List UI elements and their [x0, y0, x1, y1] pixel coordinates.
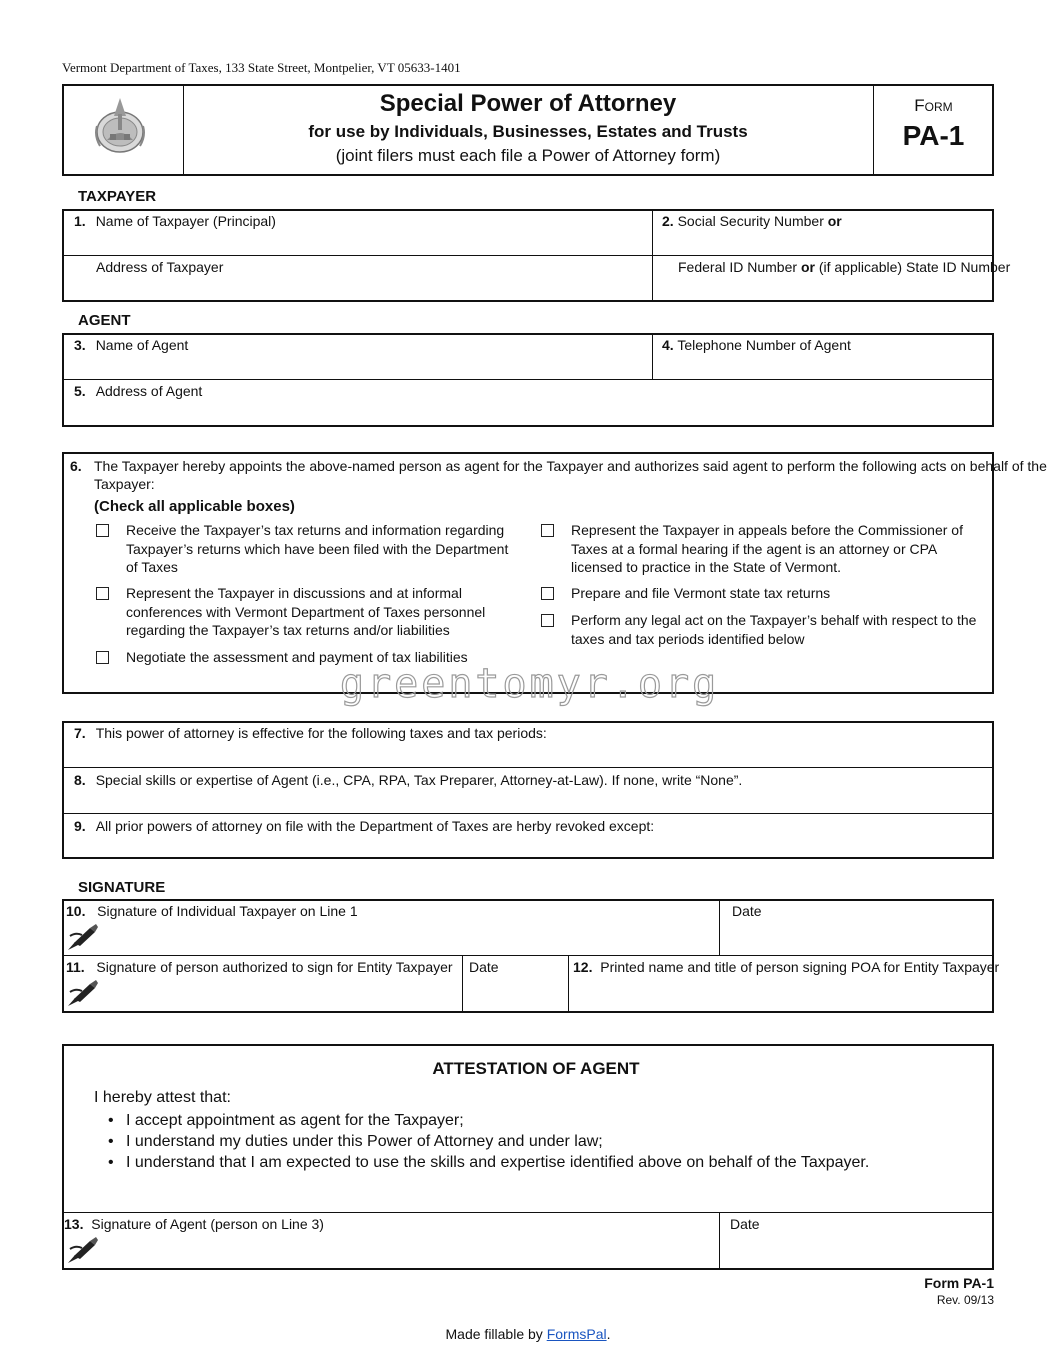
form-number: PA-1 [902, 120, 965, 151]
federal-id-field[interactable]: Federal ID Number or (if applicable) State ID Number [678, 259, 1011, 275]
details-box [62, 721, 994, 859]
check-instruction: (Check all applicable boxes) [94, 498, 295, 515]
receive-returns-checkbox[interactable] [96, 524, 109, 537]
receive-returns-label: Receive the Taxpayer’s tax returns and information regarding Taxpayer’s returns which have been filed with the Department of Taxes [126, 522, 509, 575]
prepare-file-label: Prepare and file Vermont state tax returns [571, 585, 831, 601]
entity-signature-field[interactable]: 11. Signature of person authorized to sign for Entity Taxpayer [66, 959, 453, 975]
legal-act-label: Perform any legal act on the Taxpayer’s behalf with respect to the taxes and tax periods identified below [571, 612, 977, 647]
represent-informal-label: Represent the Taxpayer in discussions and at informal conferences with Vermont Department of Taxes personnel regarding the Taxpayer’s tax returns and/or liabilities [126, 585, 486, 638]
attestation-title: ATTESTATION OF AGENT [432, 1059, 640, 1078]
pen-sign-icon [66, 1235, 100, 1265]
agent-name-field[interactable]: 3. Name of Agent [74, 337, 189, 353]
form-subtitle: for use by Individuals, Businesses, Estates and Trusts [308, 122, 748, 141]
printed-name-title-field[interactable]: 12. Printed name and title of person signing POA for Entity Taxpayer [573, 959, 1000, 975]
pen-sign-icon [66, 978, 100, 1008]
form-word: Form [914, 96, 953, 115]
individual-date-field[interactable]: Date [732, 903, 762, 919]
legal-act-checkbox[interactable] [541, 614, 554, 627]
form-title: Special Power of Attorney [379, 90, 677, 117]
agent-date-field[interactable]: Date [730, 1216, 760, 1232]
watermark-text: greentomyr.org [340, 661, 720, 707]
made-fillable-note: Made fillable by FormsPal. [445, 1326, 611, 1342]
agent-address-field[interactable]: 5. Address of Agent [74, 383, 203, 399]
authorization-number: 6. [70, 458, 82, 474]
signature-section-title: SIGNATURE [78, 879, 166, 896]
tax-periods-field[interactable]: 7. This power of attorney is effective for the following taxes and tax periods: [74, 725, 547, 741]
agent-box [62, 333, 994, 427]
individual-signature-field[interactable]: 10. Signature of Individual Taxpayer on Line 1 [66, 903, 358, 919]
represent-informal-checkbox[interactable] [96, 587, 109, 600]
agent-skills-field[interactable]: 8. Special skills or expertise of Agent (i.e., CPA, RPA, Tax Preparer, Attorney-at-Law). If none, write “None”. [74, 772, 743, 788]
formspal-link[interactable]: FormsPal [546, 1326, 607, 1342]
attestation-intro: I hereby attest that: [94, 1089, 231, 1106]
attestation-item: • I understand my duties under this Power of Attorney and under law; [108, 1131, 869, 1152]
agent-telephone-field[interactable]: 4. Telephone Number of Agent [662, 337, 851, 353]
vermont-seal-logo [92, 96, 148, 158]
attestation-item: • I accept appointment as agent for the Taxpayer; [108, 1110, 869, 1131]
taxpayer-address-field[interactable]: Address of Taxpayer [96, 259, 224, 275]
attestation-list [108, 1110, 869, 1173]
agent-section-title: AGENT [78, 312, 131, 329]
prior-poa-field[interactable]: 9. All prior powers of attorney on file with the Department of Taxes are herby revoked except: [74, 818, 655, 834]
negotiate-label: Negotiate the assessment and payment of tax liabilities [126, 649, 468, 665]
represent-appeals-label: Represent the Taxpayer in appeals before the Commissioner of Taxes at a formal hearing if the agent is an attorney or CPA licensed to practice in the State of Vermont. [571, 522, 963, 575]
form-note: (joint filers must each file a Power of Attorney form) [335, 146, 721, 165]
taxpayer-name-field[interactable]: 1. Name of Taxpayer (Principal) [74, 213, 276, 229]
attestation-item: • I understand that I am expected to use the skills and expertise identified above on behalf of the Taxpayer. [108, 1152, 869, 1173]
negotiate-checkbox[interactable] [96, 651, 109, 664]
taxpayer-section-title: TAXPAYER [78, 188, 157, 205]
represent-appeals-checkbox[interactable] [541, 524, 554, 537]
entity-date-field[interactable]: Date [469, 959, 499, 975]
prepare-file-checkbox[interactable] [541, 587, 554, 600]
ssn-field[interactable]: 2. Social Security Number or [662, 213, 842, 229]
authorization-text-line1: The Taxpayer hereby appoints the above-named person as agent for the Taxpayer and authorizes said agent to perform the following acts on behalf of the [94, 458, 1047, 474]
authorization-text-line2: Taxpayer: [94, 476, 155, 492]
department-address: Vermont Department of Taxes, 133 State Street, Montpelier, VT 05633-1401 [62, 60, 461, 75]
footer-revision: Rev. 09/13 [936, 1293, 994, 1307]
agent-signature-field[interactable]: 13. Signature of Agent (person on Line 3) [64, 1216, 324, 1232]
footer-form-label: Form PA-1 [924, 1275, 994, 1291]
pen-sign-icon [66, 922, 100, 952]
